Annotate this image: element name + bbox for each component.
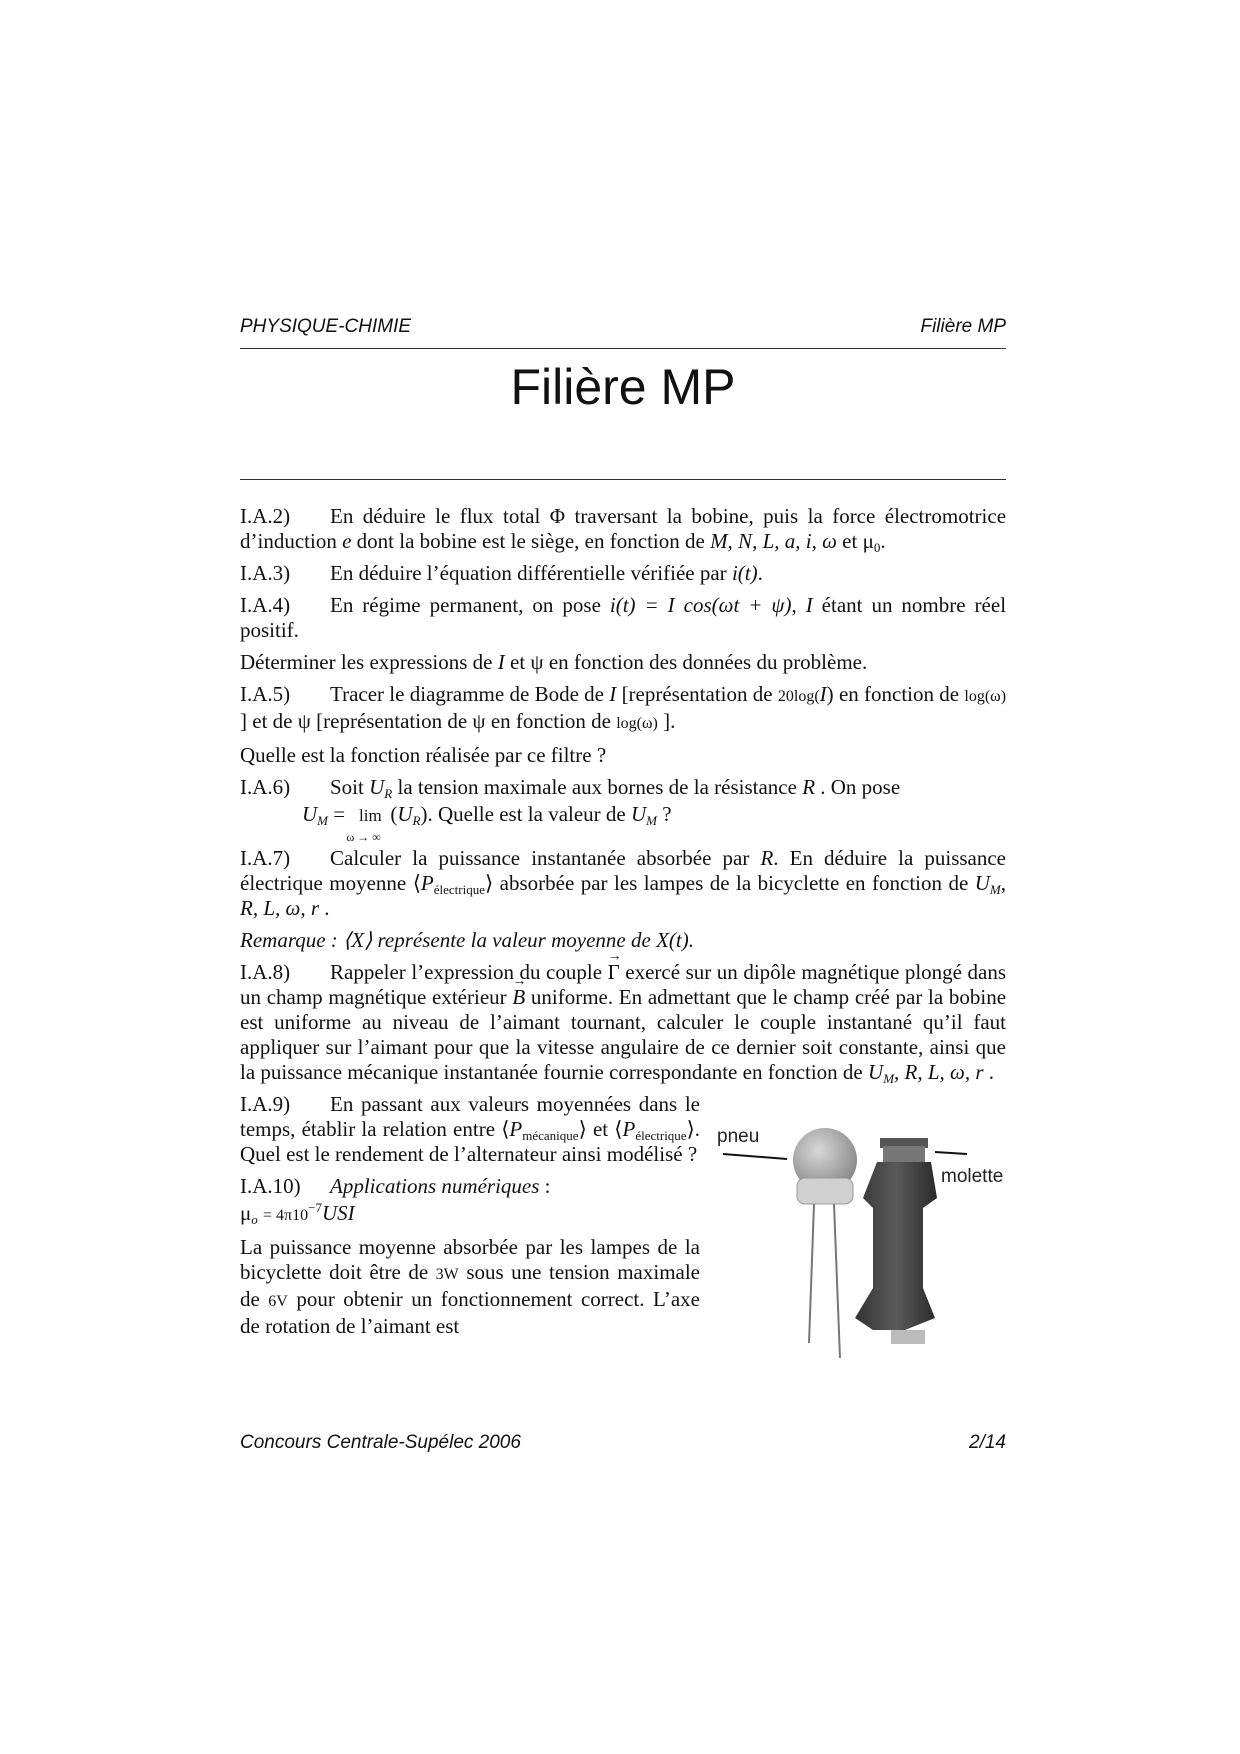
question-a4-determine: Déterminer les expressions de I et ψ en fonction des données du problème. <box>240 650 868 674</box>
molette-leader-line <box>935 1152 967 1154</box>
question-a10: I.A.10) Applications numériques : <box>240 1174 551 1198</box>
question-a3: I.A.3) En déduire l’équation différentielle vérifiée par i(t). <box>240 561 763 585</box>
question-a8: I.A.8) Rappeler l’expression du couple → Γ exercé sur un dipôle magnétique plongé dans un champ magnétique extérieur → B uniforme. En admettant que le champ créé par la bobine est uniforme au niveau de l’aimant tournant, calculer le couple instantané qu’il faut appliquer sur l’aimant pour que la vitesse angulaire de ce dernier soit constante, ainsi que la puissance mécanique instantanée fournie correspondante en fonction de $U_M$, R, L, ω, r . <box>240 960 1006 1085</box>
left-column <box>240 1092 700 1339</box>
question-a9: I.A.9) En passant aux valeurs moyennées dans le temps, établir la relation entre $⟨P_{mécanique}⟩$ et $⟨P_{électrique}⟩$. Quel est le rendement de l’alternateur ainsi modélisé ? <box>240 1092 701 1166</box>
question-a5: I.A.5) Tracer le diagramme de Bode de I [représentation de 20log(I) en fonction de log(ω) ] et de ψ [représentation de ψ en fonction de log(ω) ]. <box>240 682 1007 733</box>
footer-contest: Concours Centrale-Supélec 2006 <box>240 1432 521 1453</box>
question-a6-equation: $U_M = \lim$ ω → ∞ $(U_R)$. Quelle est la valeur de $U_M$ ? <box>302 802 672 844</box>
footer-page-number: 2/14 <box>969 1432 1006 1453</box>
label-molette: molette <box>941 1166 1004 1187</box>
page-header <box>240 316 1006 344</box>
question-a10-power: La puissance moyenne absorbée par les lampes de la bicyclette doit être de 3W sous une tension maximale de 6V pour obtenir un fonctionnement correct. L’axe de rotation de l’aimant est <box>240 1235 700 1338</box>
dynamo-base <box>891 1330 925 1344</box>
wire-left <box>809 1204 814 1343</box>
header-subject: PHYSIQUE-CHIMIE <box>240 316 412 337</box>
page-title: Filière MP <box>510 359 736 415</box>
question-a10-mu: $\mu_o = 4\pi 10^{-7}USI$ <box>240 1200 355 1227</box>
header-rule <box>240 348 1006 349</box>
label-pneu: pneu <box>717 1126 760 1147</box>
dynamo-figure <box>705 1118 1015 1368</box>
wire-right <box>834 1204 840 1358</box>
header-track: Filière MP <box>920 316 1006 337</box>
title-rule <box>240 479 1006 480</box>
question-a4: I.A.4) En régime permanent, on pose i(t) = I cos(ωt + ψ), I étant un nombre réel positif. <box>240 593 1007 642</box>
roller-collar <box>797 1178 853 1204</box>
remark: Remarque : ⟨X⟩ représente la valeur moyenne de X(t). <box>240 928 694 952</box>
question-a2: I.A.2) En déduire le flux total Φ traversant la bobine, puis la force électromotrice d’induction e dont la bobine est le siège, en fonction de M, N, L, a, i, ω et $\mu_0$. <box>240 504 1007 555</box>
question-a6: I.A.6) Soit $U_R$ la tension maximale aux bornes de la résistance R . On pose <box>240 775 901 801</box>
dynamo-body <box>855 1162 937 1330</box>
question-a5-filter: Quelle est la fonction réalisée par ce filtre ? <box>240 743 607 767</box>
question-a7: I.A.7) Calculer la puissance instantanée absorbée par R. En déduire la puissance électrique moyenne $⟨P_{électrique}⟩$ absorbée par les lampes de la bicyclette en fonction de $U_M$, R, L, ω, r . <box>240 846 1007 920</box>
knob-top <box>883 1146 925 1162</box>
pneu-leader-line <box>723 1154 787 1159</box>
